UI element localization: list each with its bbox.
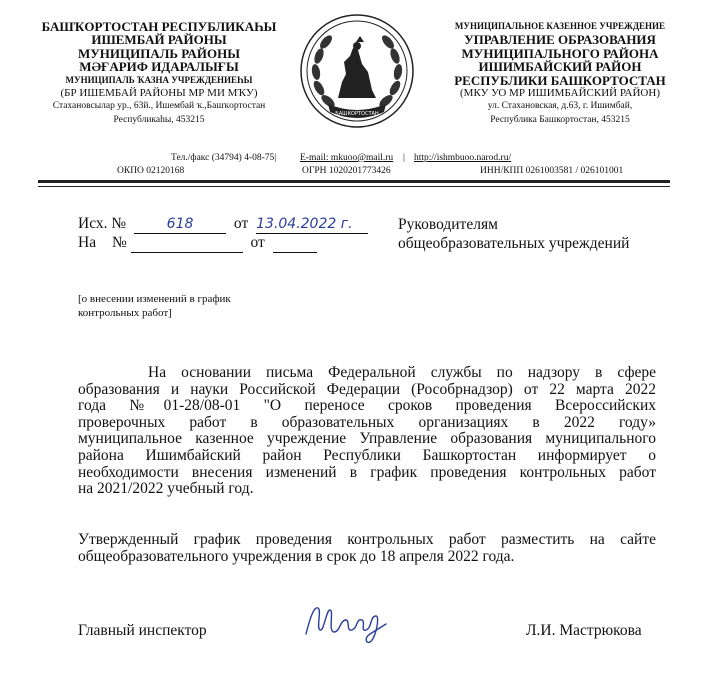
header-left-line: МӘҒАРИФ ИДАРАЛЫҒЫ bbox=[79, 59, 239, 75]
body-line: года №01-28/08-01 "О переносе сроков проведения Всероссийских bbox=[78, 397, 656, 415]
incoming-number-field bbox=[131, 234, 243, 253]
incoming-date-field bbox=[273, 234, 317, 253]
addressee-line: Руководителям bbox=[398, 216, 498, 233]
body-line: района Ишимбайский район Республики Башкортостан информирует о bbox=[78, 446, 656, 464]
header-right-line: УПРАВЛЕНИЕ ОБРАЗОВАНИЯ bbox=[464, 32, 656, 48]
handwritten-signature bbox=[300, 598, 390, 646]
phone-fax: Тел./факс (34794) 4-08-75| bbox=[171, 153, 277, 163]
contacts-separator: | bbox=[403, 153, 405, 163]
header-right-line: МУНИЦИПАЛЬНОГО РАЙОНА bbox=[461, 45, 659, 61]
incoming-no-label: № bbox=[111, 234, 127, 251]
body-line: образования и науки Российской Федерации (Рособрнадзор) от 22 марта 2022 bbox=[78, 380, 656, 398]
coat-of-arms-icon bbox=[298, 12, 416, 130]
outgoing-date-field bbox=[256, 215, 368, 234]
addressee-line: общеобразовательных учреждений bbox=[398, 235, 630, 252]
header-left-line: МУНИЦИПАЛЬ РАЙОНЫ bbox=[77, 45, 241, 61]
header-left-line: Республикаһы, 453215 bbox=[113, 114, 205, 125]
body-paragraph-2 bbox=[78, 532, 656, 565]
header-right-line: МУНИЦИПАЛЬНОЕ КАЗЕННОЕ УЧРЕЖДЕНИЕ bbox=[454, 21, 666, 31]
header-left-line: Стахановсылар ур., 63й., Ишембай ҡ.,Башҡортостан bbox=[52, 101, 266, 112]
addressee-block bbox=[398, 215, 629, 253]
header-left-line: ИШЕМБАЙ РАЙОНЫ bbox=[91, 32, 227, 48]
body-line: муниципальное казенное учреждение Управление образования муниципального bbox=[78, 430, 656, 448]
body-line: необходимости внесения изменений в график проведения контрольных работ bbox=[78, 463, 656, 481]
body-line: Утвержденный график проведения контрольных работ разместить на сайте bbox=[78, 531, 656, 548]
outgoing-date: 13.04.2022 г. bbox=[256, 216, 353, 232]
body-line: проверочных работ в образовательных организациях в 2022 году» bbox=[78, 413, 656, 431]
header-left-line: БАШҠОРТОСТАН РЕСПУБЛИКАҺЫ bbox=[41, 19, 277, 34]
ogrn-code: ОГРН 1020201773426 bbox=[302, 166, 391, 176]
email-link[interactable]: E-mail: mkuoo@mail.ru bbox=[300, 153, 394, 163]
header-right-line: ИШИМБАЙСКИЙ РАЙОН bbox=[478, 59, 642, 75]
incoming-date-label: от bbox=[250, 234, 265, 251]
subject-line: [о внесении изменений в график bbox=[78, 293, 231, 305]
okpo-code: ОКПО 02120168 bbox=[117, 166, 185, 176]
header-right-line: ул. Стахановская, д.63, г. Ишимбай, bbox=[487, 101, 633, 112]
inn-kpp-code: ИНН/КПП 0261003581 / 026101001 bbox=[480, 166, 624, 176]
header-right-line: (МКУ УО МР ИШИМБАЙСКИЙ РАЙОН) bbox=[460, 87, 660, 100]
subject-line: контрольных работ] bbox=[78, 307, 172, 319]
body-line: общеобразовательного учреждения в срок до 18 апреля 2022 года. bbox=[78, 547, 515, 565]
header-left-line: (БР ИШЕМБАЙ РАЙОНЫ МР МИ МҠУ) bbox=[60, 87, 258, 100]
header-left-line: МУНИЦИПАЛЬ ҠАЗНА УЧРЕЖДЕНИЕҺЫ bbox=[65, 74, 253, 85]
outgoing-number-field bbox=[134, 215, 226, 234]
header-left-block bbox=[14, 20, 304, 127]
header-divider-thick bbox=[38, 180, 670, 183]
header-divider-thin bbox=[38, 186, 670, 187]
outgoing-number-row bbox=[78, 215, 368, 234]
signatory-position: Главный инспектор bbox=[78, 622, 207, 639]
body-line: на 2021/2022 учебный год. bbox=[78, 480, 254, 498]
incoming-number-row bbox=[78, 234, 317, 253]
header-right-block bbox=[420, 20, 700, 127]
header-right-line: РЕСПУБЛИКИ БАШКОРТОСТАН bbox=[454, 72, 666, 88]
body-line: На основании письма Федеральной службы по надзору в сфере bbox=[148, 364, 656, 381]
emblem-ribbon-text: БАШКОРТОСТАН bbox=[335, 111, 379, 117]
outgoing-date-label: от bbox=[233, 215, 249, 232]
subject-block bbox=[78, 292, 231, 320]
outgoing-label: Исх. № bbox=[78, 215, 127, 232]
outgoing-number: 618 bbox=[166, 216, 194, 232]
incoming-label: На bbox=[78, 234, 97, 251]
signatory-name: Л.И. Мастрюкова bbox=[526, 622, 642, 639]
header-right-line: Республика Башкортостан, 453215 bbox=[490, 114, 630, 125]
website-link[interactable]: http://ishmbuoo.narod.ru/ bbox=[414, 153, 512, 163]
body-paragraph-1 bbox=[78, 365, 656, 498]
